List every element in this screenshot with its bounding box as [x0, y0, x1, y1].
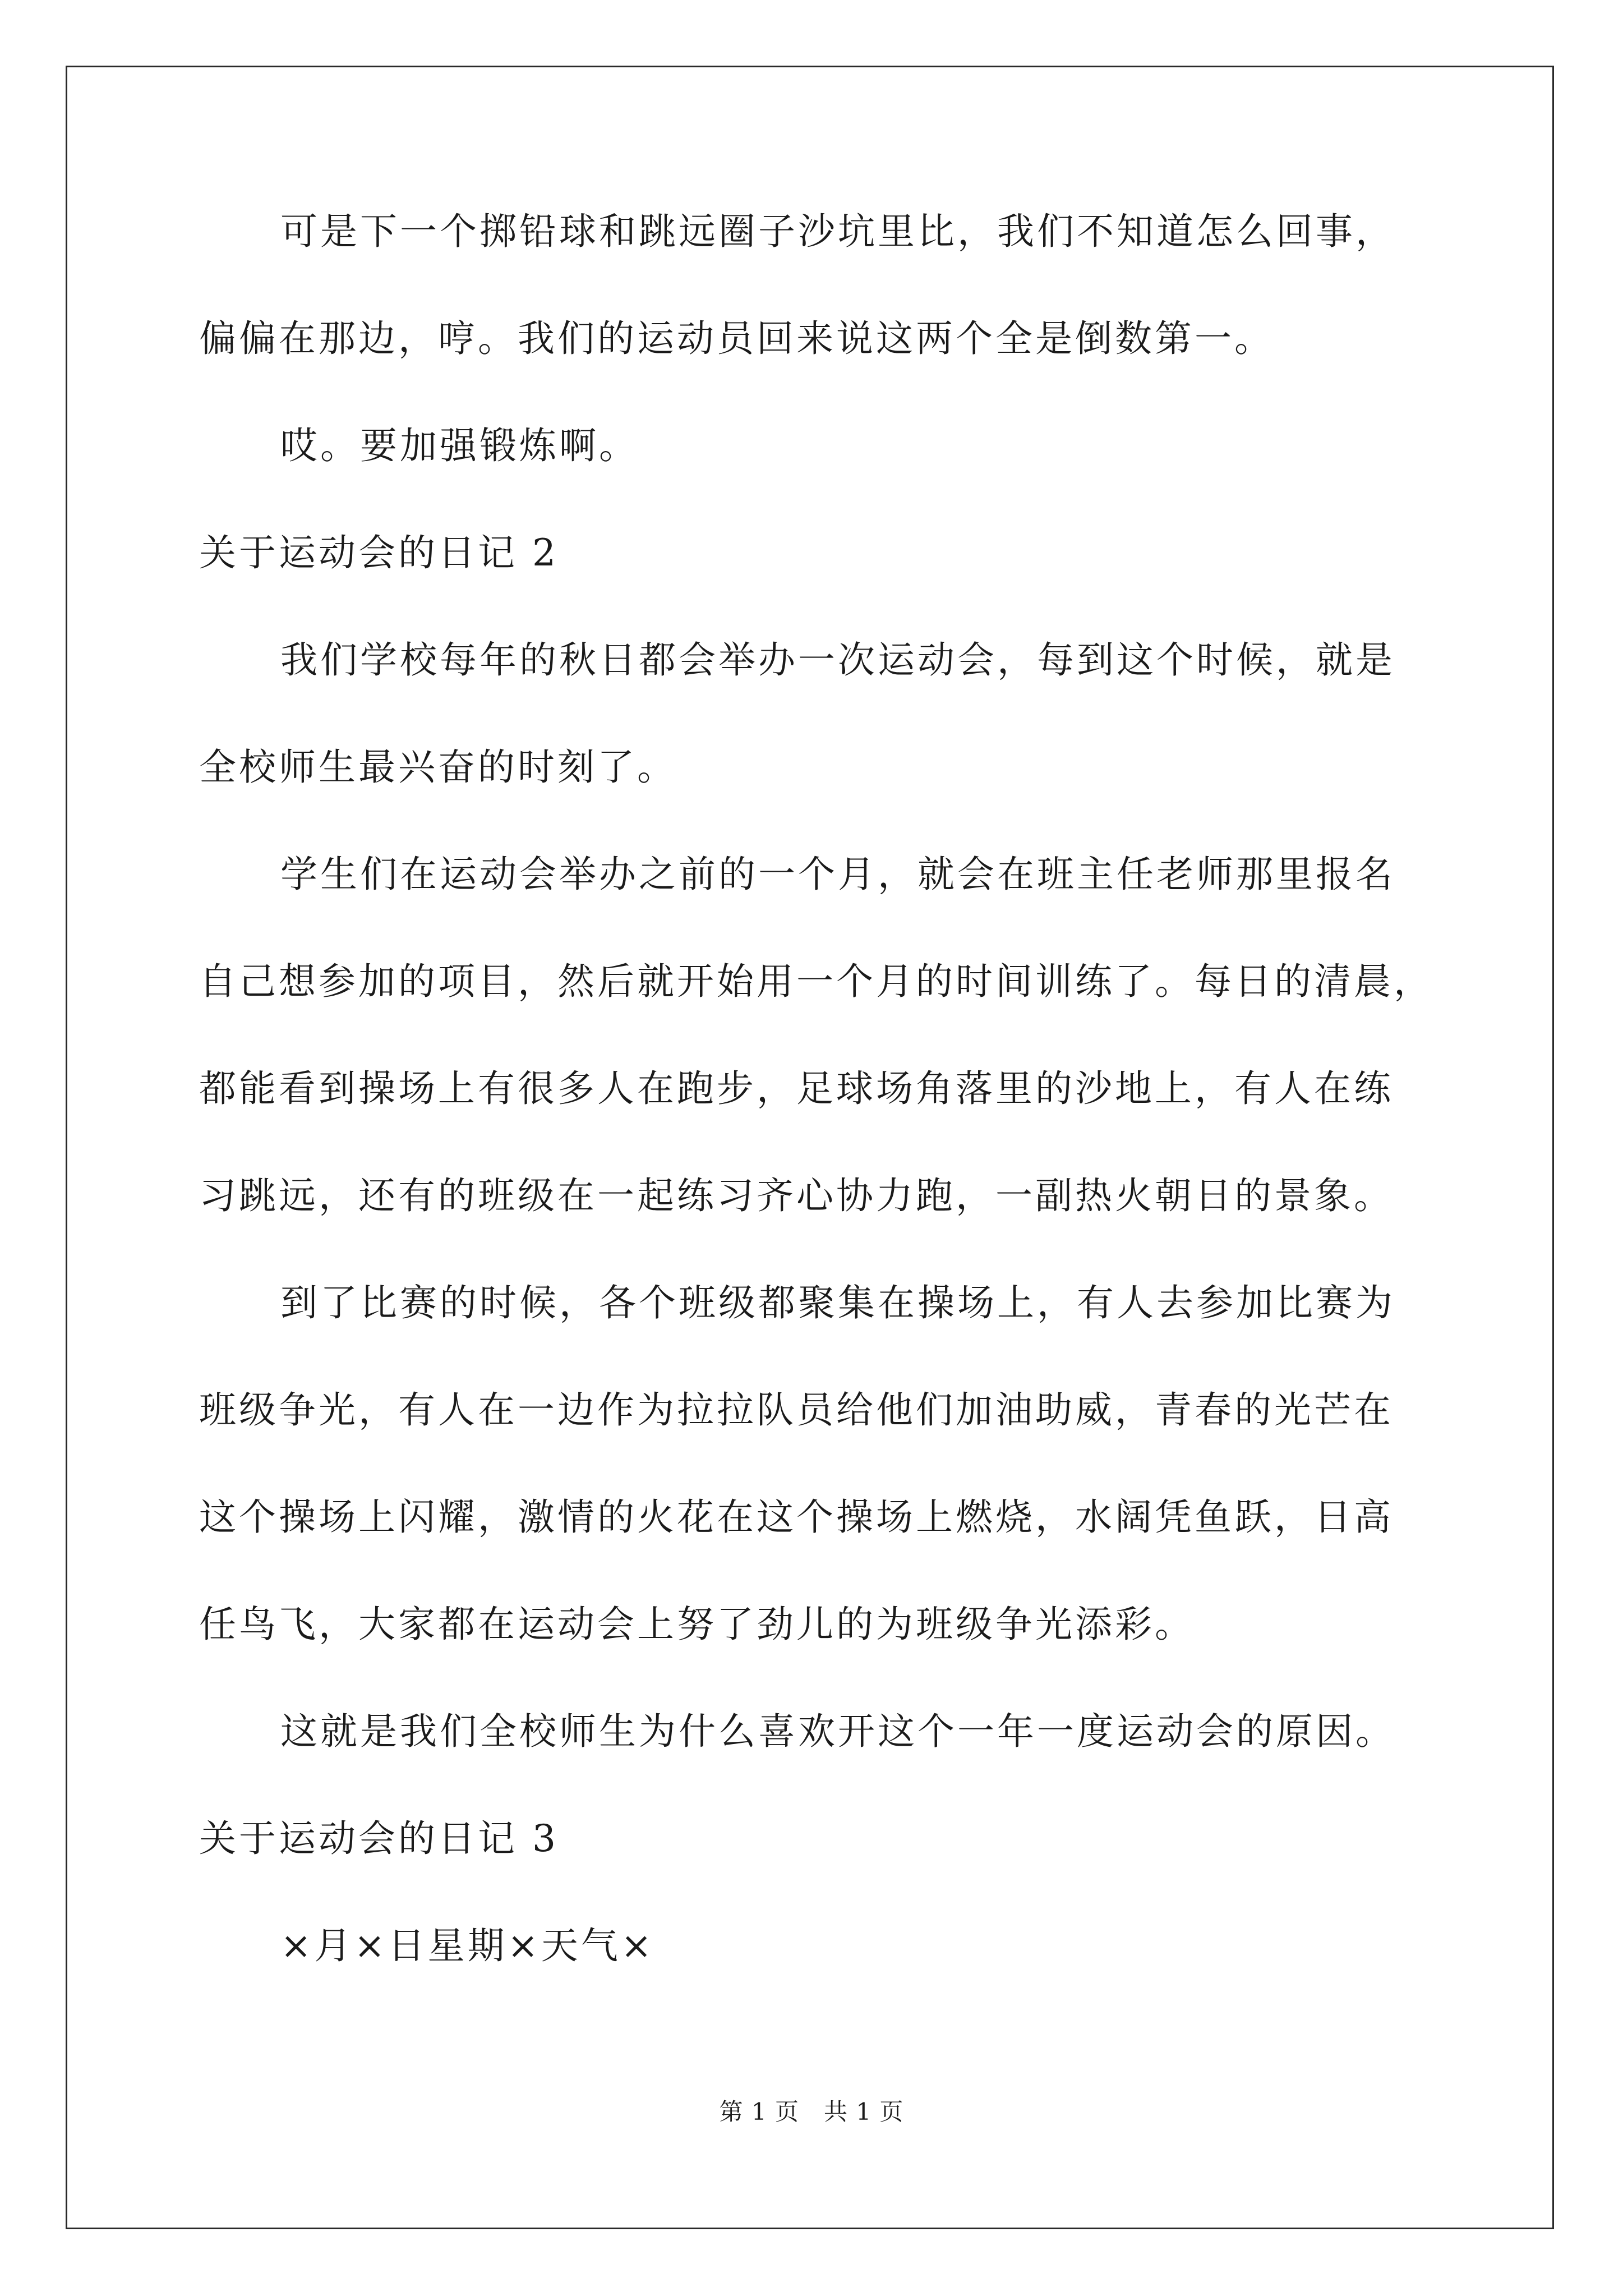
- paragraph-line: 我们学校每年的秋日都会举办一次运动会，每到这个时候，就是: [280, 638, 1395, 682]
- page-total: 共 1 页: [824, 2098, 904, 2125]
- paragraph-line: 学生们在运动会举办之前的一个月，就会在班主任老师那里报名: [280, 853, 1395, 896]
- section-heading: 关于运动会的日记 2: [199, 531, 559, 574]
- paragraph-line: 任鸟飞，大家都在运动会上努了劲儿的为班级争光添彩。: [199, 1603, 1195, 1646]
- paragraph-line: 都能看到操场上有很多人在跑步，足球场角落里的沙地上，有人在练: [199, 1067, 1394, 1110]
- paragraph-line: 这个操场上闪耀，激情的火花在这个操场上燃烧，水阔凭鱼跃，日高: [199, 1496, 1394, 1539]
- page-number: 第 1 页: [719, 2098, 799, 2125]
- paragraph-line: 哎。要加强锻炼啊。: [280, 424, 639, 467]
- date-weather-line: ×月×日星期×天气×: [280, 1924, 655, 1967]
- paragraph-line: 到了比赛的时候，各个班级都聚集在操场上，有人去参加比赛为: [280, 1281, 1395, 1324]
- paragraph-line: 自己想参加的项目，然后就开始用一个月的时间训练了。每日的清晨，: [199, 960, 1433, 1003]
- paragraph-line: 班级争光，有人在一边作为拉拉队员给他们加油助威，青春的光芒在: [199, 1388, 1394, 1432]
- paragraph-line: 偏偏在那边，哼。我们的运动员回来说这两个全是倒数第一。: [199, 317, 1274, 360]
- paragraph-line: 这就是我们全校师生为什么喜欢开这个一年一度运动会的原因。: [280, 1710, 1395, 1753]
- section-heading: 关于运动会的日记 3: [199, 1817, 559, 1860]
- paragraph-line: 全校师生最兴奋的时刻了。: [199, 746, 677, 789]
- document-body: [199, 210, 1433, 2035]
- paragraph-line: 可是下一个掷铅球和跳远圈子沙坑里比，我们不知道怎么回事，: [280, 210, 1395, 253]
- paragraph-line: 习跳远，还有的班级在一起练习齐心协力跑，一副热火朝日的景象。: [199, 1174, 1394, 1217]
- page-footer: [0, 2093, 1623, 2127]
